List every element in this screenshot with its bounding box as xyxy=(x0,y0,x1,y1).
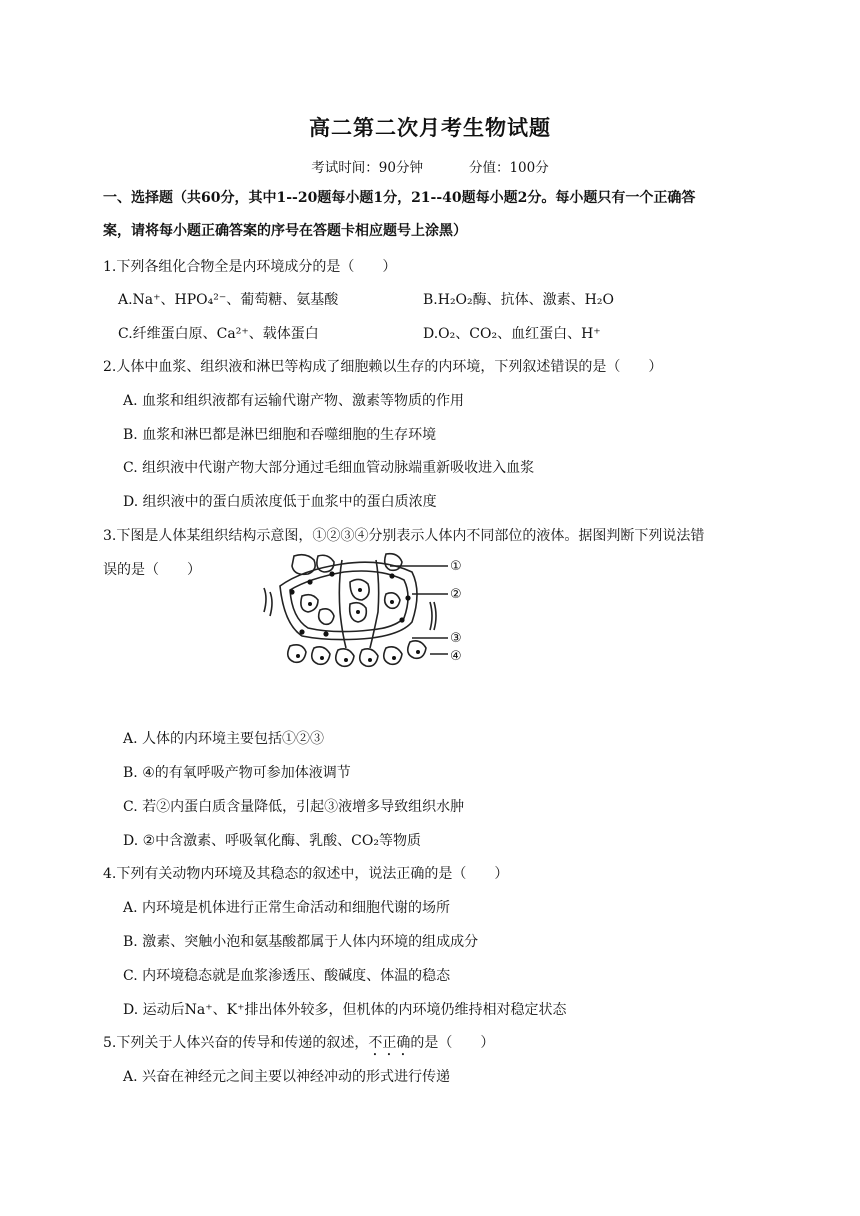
q3-option-a: A. 人体的内环境主要包括①②③ xyxy=(123,731,325,747)
q4-stem: 4.下列有关动物内环境及其稳态的叙述中，说法正确的是（ ） xyxy=(103,866,509,882)
q3-option-d: D. ②中含激素、呼吸氧化酶、乳酸、CO₂等物质 xyxy=(123,833,421,849)
q4-option-d: D. 运动后Na⁺、K⁺排出体外较多，但机体的内环境仍维持相对稳定状态 xyxy=(123,1002,567,1018)
q2-stem: 2.人体中血浆、组织液和淋巴等构成了细胞赖以生存的内环境，下列叙述错误的是（ ） xyxy=(103,359,663,375)
q4-option-c: C. 内环境稳态就是血浆渗透压、酸碱度、体温的稳态 xyxy=(123,968,451,984)
exam-meta xyxy=(0,156,860,176)
q1-option-d: D.O₂、CO₂、血红蛋白、H⁺ xyxy=(423,326,601,342)
q4-option-a: A. 内环境是机体进行正常生命活动和细胞代谢的场所 xyxy=(123,900,451,916)
q5-stem xyxy=(103,1033,494,1059)
section-heading-line2: 案，请将每小题正确答案的序号在答题卡相应题号上涂黑） xyxy=(103,223,467,239)
q2-option-a: A. 血浆和组织液都有运输代谢产物、激素等物质的作用 xyxy=(123,393,465,409)
q1-stem: 1.下列各组化合物全是内环境成分的是（ ） xyxy=(103,259,397,275)
q4-option-b: B. 激素、突触小泡和氨基酸都属于人体内环境的组成成分 xyxy=(123,934,479,950)
q5-option-a: A. 兴奋在神经元之间主要以神经冲动的形式进行传递 xyxy=(123,1069,451,1085)
q5-stem-end: 的是（ ） xyxy=(410,1035,495,1051)
page-title: 高二第二次月考生物试题 xyxy=(309,115,551,140)
q1-option-c: C.纤维蛋白原、Ca²⁺、载体蛋白 xyxy=(118,326,319,342)
exam-score: 分值：100分 xyxy=(468,160,549,176)
q1-option-a: A.Na⁺、HPO₄²⁻、葡萄糖、氨基酸 xyxy=(118,292,339,308)
fig-label-4: ④ xyxy=(450,649,462,664)
q3-stem-line2: 误的是（ ） xyxy=(103,562,201,578)
q2-option-d: D. 组织液中的蛋白质浓度低于血浆中的蛋白质浓度 xyxy=(123,494,437,510)
q3-option-b: B. ④的有氧呼吸产物可参加体液调节 xyxy=(123,765,351,781)
q2-option-b: B. 血浆和淋巴都是淋巴细胞和吞噬细胞的生存环境 xyxy=(123,427,437,443)
q2-option-c: C. 组织液中代谢产物大部分通过毛细血管动脉端重新吸收进入血浆 xyxy=(123,460,535,476)
fig-label-2: ② xyxy=(450,587,462,602)
q3-option-c: C. 若②内蛋白质含量降低，引起③液增多导致组织水肿 xyxy=(123,799,465,815)
section-heading xyxy=(103,182,763,248)
exam-time: 考试时间：90分钟 xyxy=(311,160,423,176)
section-heading-line1: 一、选择题（共60分，其中1--20题每小题1分，21--40题每小题2分。每小题只有一个正确答 xyxy=(103,190,696,206)
q5-stem-start: 5.下列关于人体兴奋的传导和传递的叙述， xyxy=(103,1035,369,1051)
tissue-structure-figure xyxy=(262,552,468,674)
q1-option-b: B.H₂O₂酶、抗体、激素、H₂O xyxy=(423,292,614,308)
q5-stem-emphasis: 不正确 xyxy=(368,1035,411,1051)
q3-stem-line1: 3.下图是人体某组织结构示意图，①②③④分别表示人体内不同部位的液体。据图判断下列说法错 xyxy=(103,528,705,544)
fig-label-3: ③ xyxy=(450,631,462,646)
fig-label-1: ① xyxy=(450,559,462,574)
